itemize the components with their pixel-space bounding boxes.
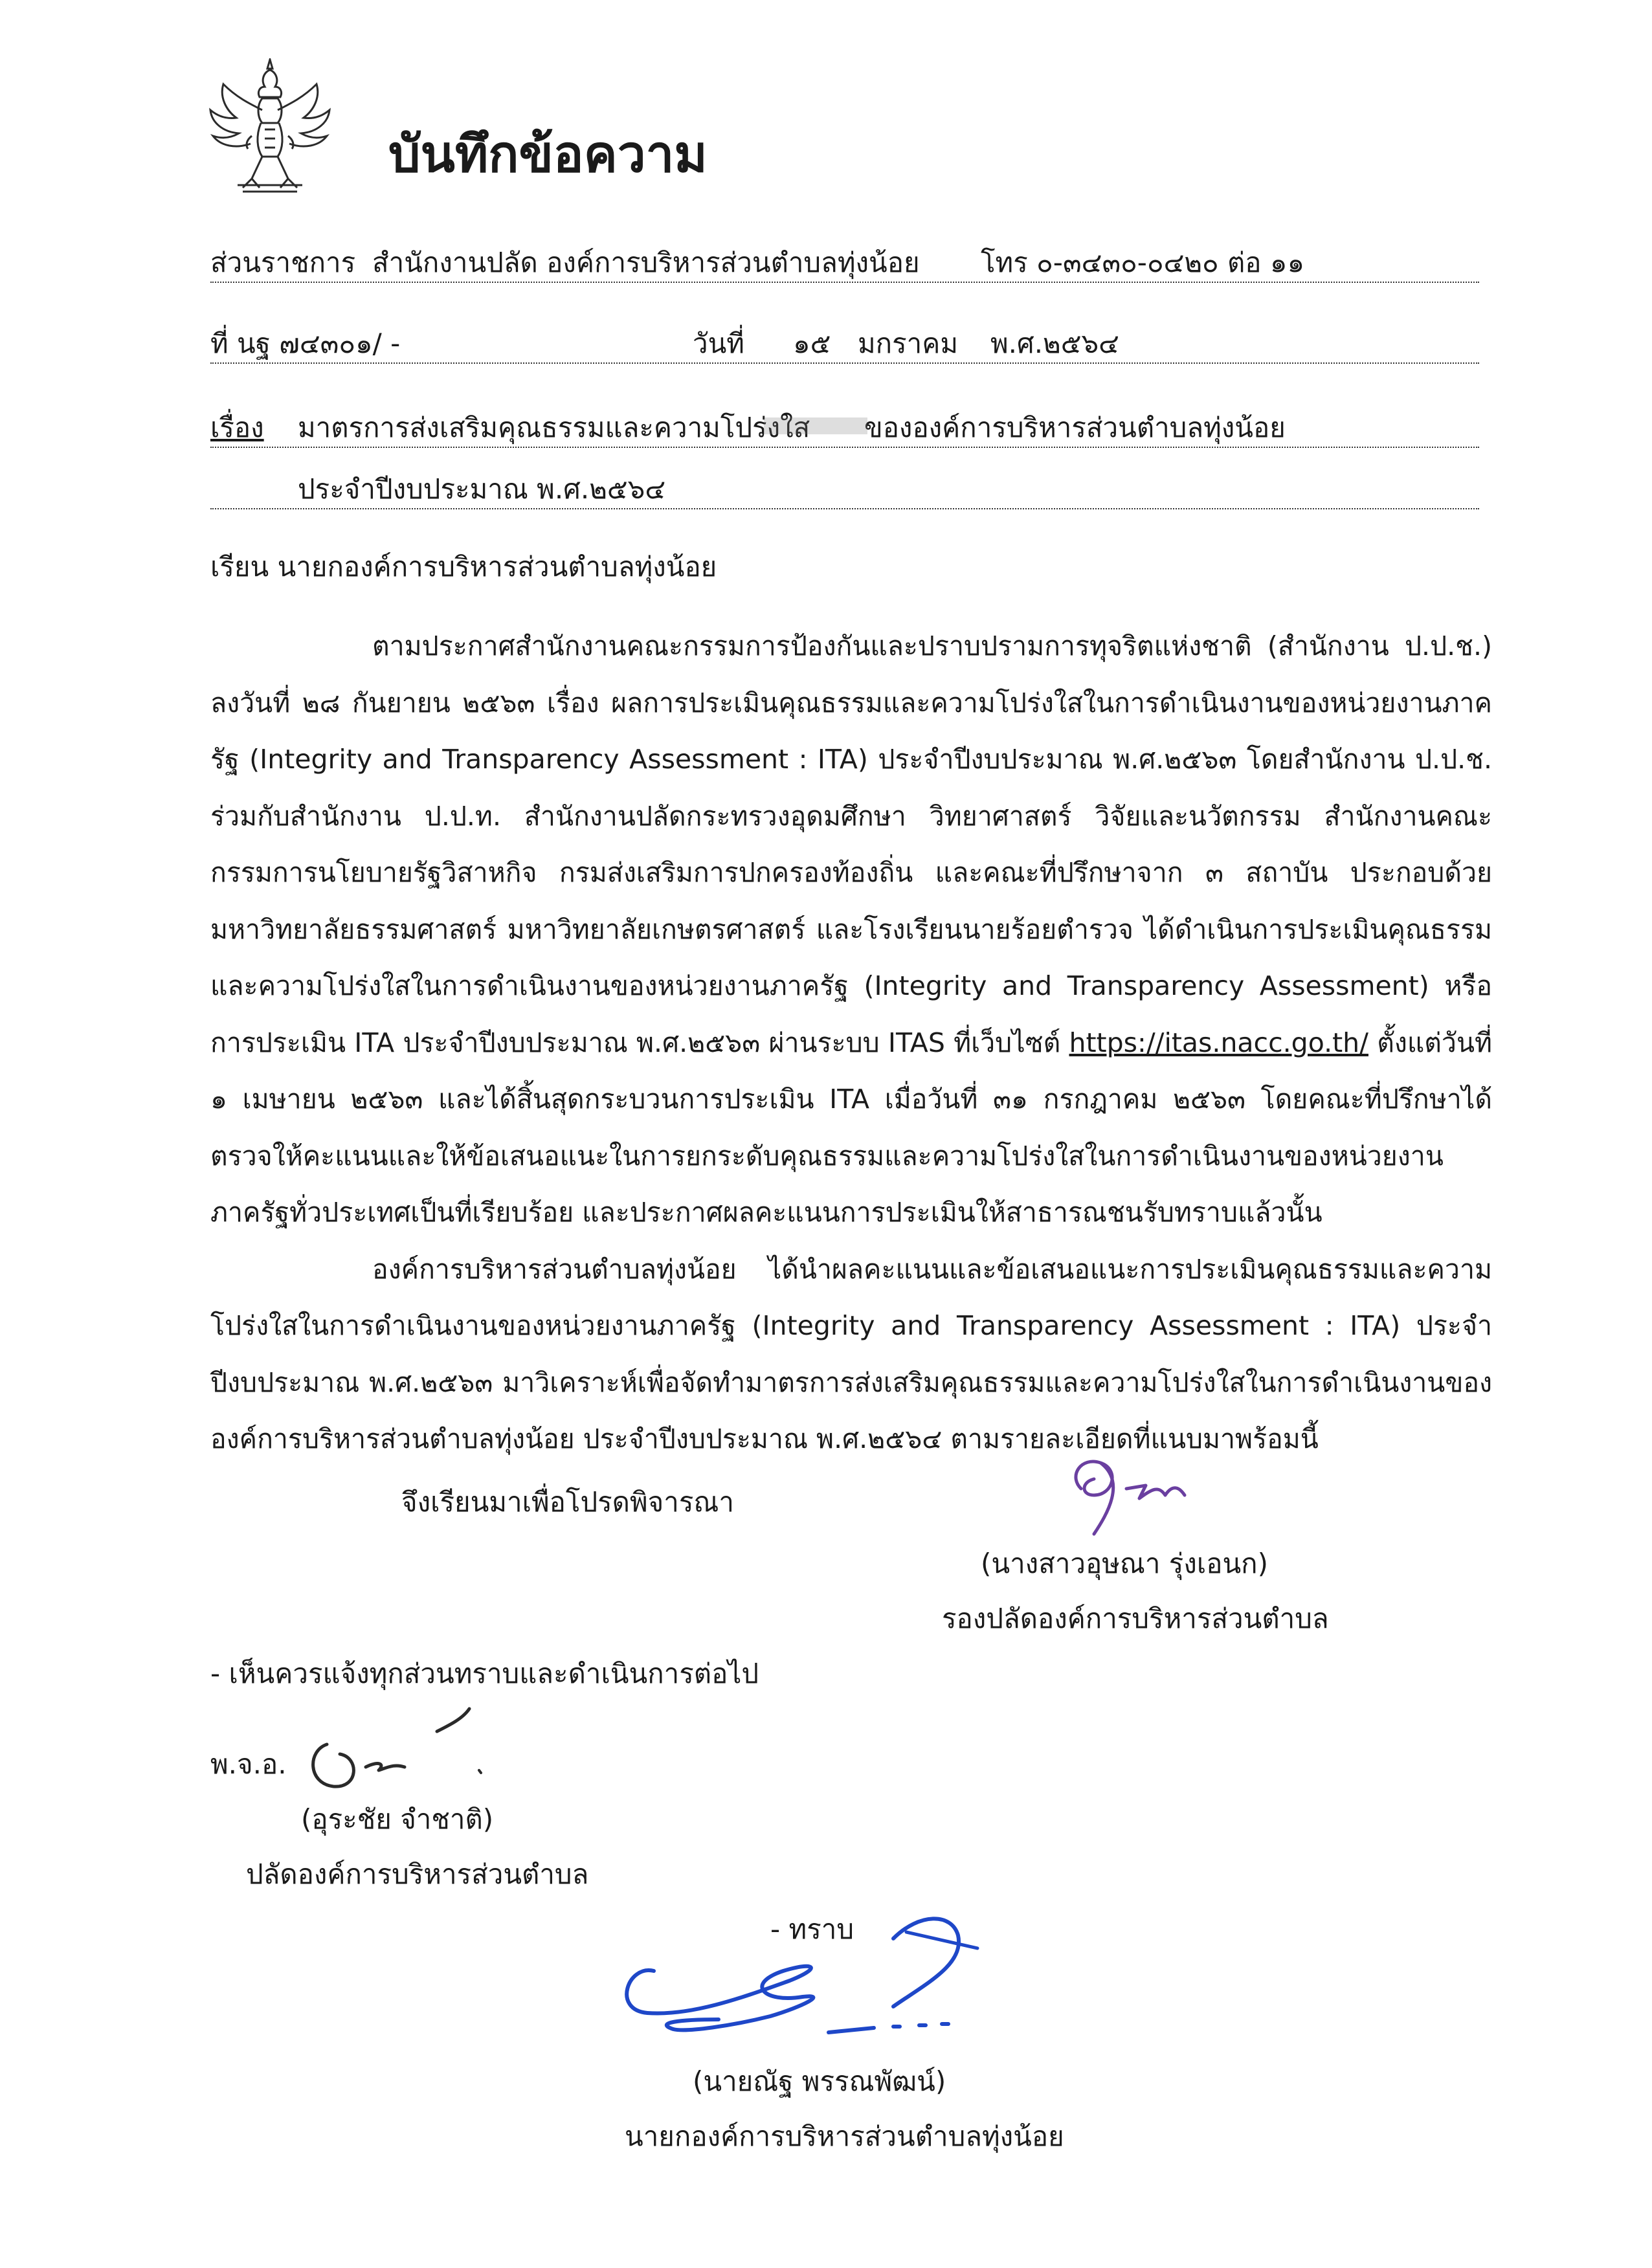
agency-value: สำนักงานปลัด องค์การบริหารส่วนตำบลทุ่งน้อย — [372, 247, 920, 278]
date-month: มกราคม — [858, 328, 959, 359]
itas-link[interactable]: https://itas.nacc.go.th/ — [1069, 1027, 1368, 1058]
subject-label: เรื่อง — [210, 412, 264, 443]
signer-2-prefix: พ.จ.อ. — [210, 1748, 287, 1780]
signature-1 — [1055, 1450, 1211, 1547]
date-year: พ.ศ.๒๕๖๔ — [990, 328, 1119, 359]
opinion-note: - เห็นควรแจ้งทุกส่วนทราบและดำเนินการต่อไป — [210, 1658, 759, 1689]
redaction-smudge — [764, 417, 867, 434]
date-day: ๑๕ — [793, 328, 831, 359]
agency-line — [210, 249, 1479, 283]
closing-text: จึงเรียนมาเพื่อโปรดพิจารณา — [401, 1486, 734, 1518]
phone-number: โทร ๐-๓๔๓๐-๐๔๒๐ ต่อ ๑๑ — [981, 247, 1305, 278]
memo-title: บันทึกข้อความ — [388, 126, 708, 184]
signer-1-position: รองปลัดองค์การบริหารส่วนตำบล — [942, 1603, 1329, 1634]
paragraph-2: องค์การบริหารส่วนตำบลทุ่งน้อย ได้นำผลคะแนนและข้อเสนอแนะการประเมินคุณธรรมและความโปร่งใสในการดำเนินงานของหน่วยงานภาครัฐ (Integrity and Transparency Assessment : ITA) ประจำปีงบประมาณ พ.ศ.๒๕๖๓ มาวิเคราะห์เพื่อจัดทำมาตรการส่งเสริมคุณธรรมและความโปร่งใสในการดำเนินงานขององค์การบริหารส่วนตำบลทุ่งน้อย ประจำปีงบประมาณ พ.ศ.๒๕๖๔ ตามรายละเอียดที่แนบมาพร้อมนี้ — [210, 1253, 1492, 1454]
subject-text-b: ขององค์การบริหารส่วนตำบลทุ่งน้อย — [864, 412, 1286, 443]
paragraph-1 — [210, 618, 1492, 1241]
memo-body — [210, 618, 1492, 1468]
date-label: วันที่ — [693, 328, 744, 359]
paragraph-1-text-cont: ตั้งแต่วันที่ ๑ เมษายน ๒๕๖๓ และได้สิ้นสุดกระบวนการประเมิน ITA เมื่อวันที่ ๓๑ กรกฎาคม ๒๕๖๓ โดยคณะที่ปรึกษาได้ตรวจให้คะแนนและให้ข้อเสนอแนะในการยกระดับคุณธรรมและความโปร่งใสในการดำเนินงานของหน่วยงานภาครัฐทั่วประเทศเป็นที่เรียบร้อย และประกาศผลคะแนนการประเมินให้สาธารณชนรับทราบแล้วนั้น — [210, 1027, 1492, 1228]
garuda-emblem-icon — [197, 58, 343, 197]
salutation: เรียน นายกองค์การบริหารส่วนตำบลทุ่งน้อย — [210, 551, 717, 583]
subject-line-2 — [210, 473, 1479, 509]
signature-2 — [301, 1706, 495, 1796]
agency-label: ส่วนราชการ — [210, 247, 356, 278]
signer-3-position: นายกองค์การบริหารส่วนตำบลทุ่งน้อย — [625, 2120, 1064, 2152]
signer-2-position: ปลัดองค์การบริหารส่วนตำบล — [246, 1858, 589, 1890]
paragraph-1-text: ตามประกาศสำนักงานคณะกรรมการป้องกันและปราบปรามการทุจริตแห่งชาติ (สำนักงาน ป.ป.ช.) ลงวันที่ ๒๘ กันยายน ๒๕๖๓ เรื่อง ผลการประเมินคุณธรรมและความโปร่งใสในการดำเนินงานของหน่วยงานภาครัฐ (Integrity and Transparency Assessment : ITA) ประจำปีงบประมาณ พ.ศ.๒๕๖๓ โดยสำนักงาน ป.ป.ช. ร่วมกับสำนักงาน ป.ป.ท. สำนักงานปลัดกระทรวงอุดมศึกษา วิทยาศาสตร์ วิจัยและนวัตกรรม สำนักงานคณะกรรมการนโยบายรัฐวิสาหกิจ กรมส่งเสริมการปกครองท้องถิ่น และคณะที่ปรึกษาจาก ๓ สถาบัน ประกอบด้วย มหาวิทยาลัยธรรมศาสตร์ มหาวิทยาลัยเกษตรศาสตร์ และโรงเรียนนายร้อยตำรวจ ได้ดำเนินการประเมินคุณธรรมและความโปร่งใสในการดำเนินงานของหน่วยงานภาครัฐ (Integrity and Transparency Assessment) หรือการประเมิน ITA ประจำปีงบประมาณ พ.ศ.๒๕๖๓ ผ่านระบบ ITAS ที่เว็บไซต์ — [210, 630, 1492, 1058]
signature-3 — [615, 1900, 1068, 2068]
ref-number: ที่ นฐ ๗๔๓๐๑/ - — [210, 328, 401, 359]
signer-3-name: (นายณัฐ พรรณพัฒน์) — [693, 2065, 946, 2097]
ref-date-line — [210, 330, 1479, 364]
signer-2-name: (อุระชัย จำชาติ) — [301, 1803, 494, 1835]
subject-text-2: ประจำปีงบประมาณ พ.ศ.๒๕๖๔ — [298, 473, 666, 505]
acknowledge-note: - ทราบ — [770, 1913, 854, 1945]
subject-text-a: มาตรการส่งเสริมคุณธรรมและความโปร่งใส — [298, 412, 810, 443]
signer-1-name: (นางสาวอุษณา รุ่งเอนก) — [981, 1548, 1268, 1579]
